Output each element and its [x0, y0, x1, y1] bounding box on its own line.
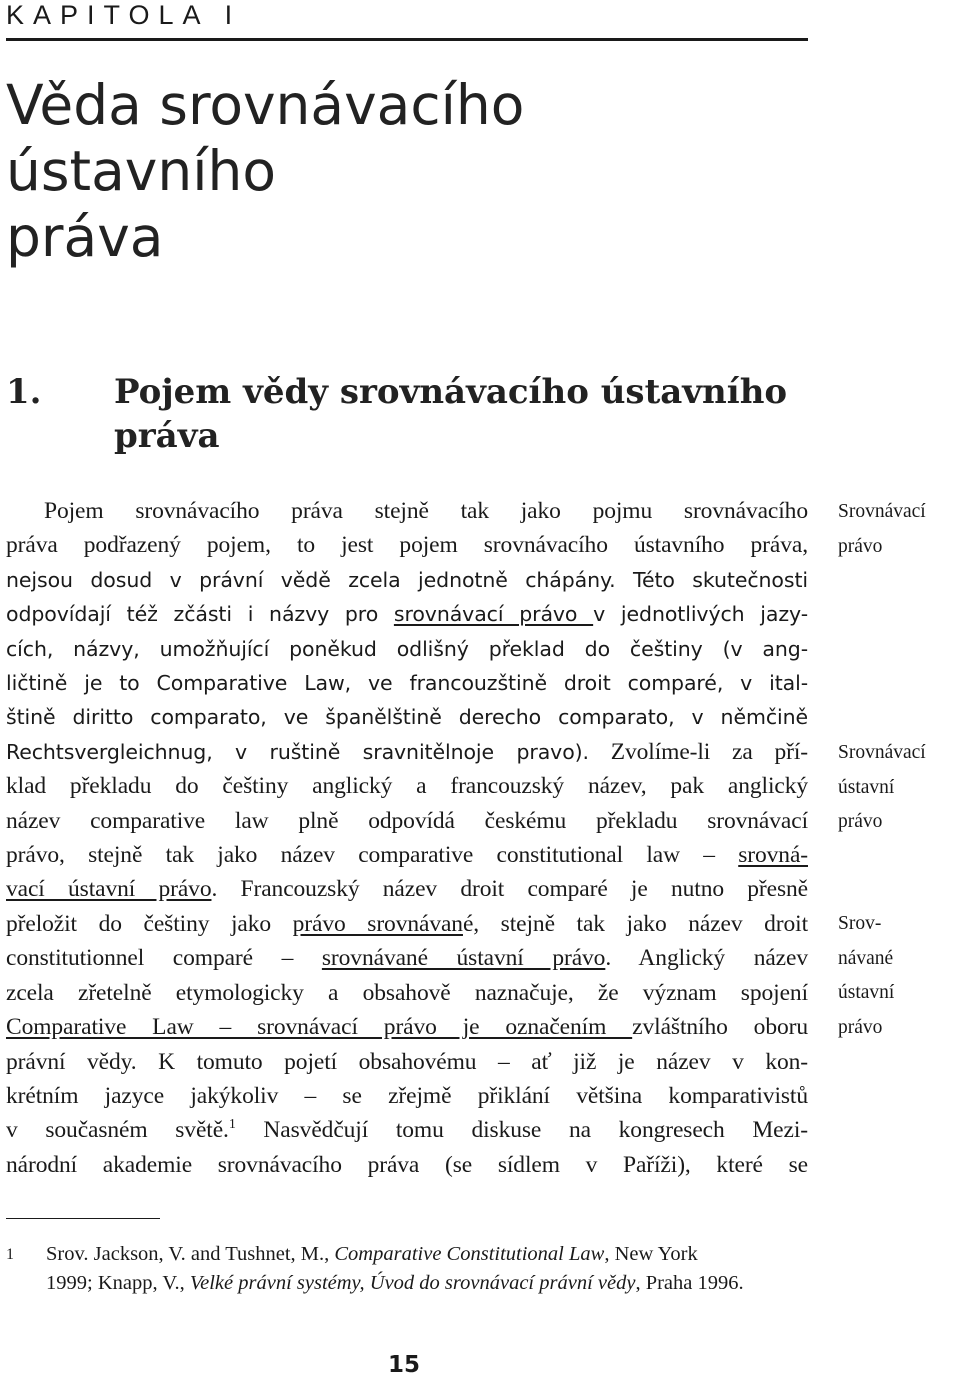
- body-line: přeložit do češtiny jako právo srovnávané, stejně tak jako název droit: [6, 910, 808, 937]
- body-line: právo, stejně tak jako název comparative constitutional law – srovná-: [6, 842, 808, 869]
- body-line: Pojem srovnávacího práva stejně tak jako pojmu srovnávacího: [44, 498, 808, 524]
- section-heading: [6, 370, 806, 458]
- term-link: Comparative Law – srovnávací právo je označením: [6, 1014, 633, 1041]
- term-link: právo srovnávan: [292, 910, 463, 937]
- body-line: v současném světě.$^1$ Nasvědčují tomu diskuse na kongresech Mezi-: [6, 1117, 808, 1144]
- footnote: [6, 1240, 812, 1298]
- term-link: srovnávací právo: [393, 602, 594, 627]
- footnote-ref[interactable]: 1: [228, 1117, 236, 1133]
- body-line: Rechtsvergleichnug, v ruštině sravnitělnoje pravo). Zvolíme-li za pří-: [6, 738, 808, 765]
- body-line: klad překladu do češtiny anglický a francouzský název, pak anglický: [6, 773, 808, 800]
- page-number: 15: [388, 1352, 421, 1378]
- footnote-rule: [6, 1218, 160, 1219]
- body-line: ličtině je to Comparative Law, ve francouzštině droit comparé, v ital-: [6, 671, 808, 696]
- section-number: 1.: [6, 372, 42, 412]
- body-line: Comparative Law – srovnávací právo je označením zvláštního oboru: [6, 1014, 808, 1041]
- body-line: štině diritto comparato, ve španělštině derecho comparato, v němčině: [6, 705, 808, 730]
- footnote-number: 1: [6, 1246, 14, 1263]
- body-line: constitutionnel comparé – srovnávané ústavní právo. Anglický název: [6, 945, 808, 972]
- body-line: právní vědy. K tomuto pojetí obsahovému – ať již je název v kon-: [6, 1048, 808, 1075]
- term-link: srovnávané ústavní právo: [321, 945, 606, 972]
- footnote-text: Srov. Jackson, V. and Tushnet, M., Comparative Constitutional Law, New York 1999; Knapp, V., Velké právní systémy, Úvod do srovnávací právní vědy, Praha 1996.: [46, 1243, 744, 1294]
- body-line: národní akademie srovnávacího práva (se sídlem v Paříži), které se: [6, 1151, 808, 1178]
- term-link: vací ústavní právo: [6, 876, 212, 903]
- chapter-title-line1: Věda srovnávacího ústavního: [6, 73, 525, 203]
- margin-note: Srov- návané ústavní právo: [838, 913, 895, 1038]
- body-line: krétním jazyce jakýkoliv – se zřejmě přiklání většina komparativistů: [6, 1082, 808, 1109]
- body-line: název comparative law plně odpovídá českému překladu srovnávací: [6, 807, 808, 834]
- body-text: [6, 494, 808, 1182]
- body-line: vací ústavní právo. Francouzský název droit comparé je nutno přesně: [6, 876, 808, 903]
- body-line: odpovídají též zčásti i názvy pro srovnávací právo v jednotlivých jazy-: [6, 602, 808, 627]
- section-title-line2: práva: [114, 416, 220, 456]
- header-rule: [6, 38, 808, 41]
- body-line: zcela zřetelně etymologicky a obsahově naznačuje, že význam spojení: [6, 979, 808, 1006]
- margin-note: Srovnávací právo: [838, 501, 926, 557]
- term-link: srovná-: [738, 842, 808, 869]
- margin-note: Srovnávací ústavní právo: [838, 742, 926, 832]
- chapter-title: [6, 72, 806, 270]
- chapter-title-line2: práva: [6, 205, 164, 269]
- section-title-line1: Pojem vědy srovnávacího ústavního: [114, 372, 788, 412]
- chapter-label: KAPITOLA I: [6, 0, 242, 30]
- body-line: cích, názvy, umožňující poněkud odlišný překlad do češtiny (v ang-: [6, 636, 808, 661]
- body-line: nejsou dosud v právní vědě zcela jednotně chápány. Této skutečnosti: [6, 567, 808, 592]
- body-line: práva podřazený pojem, to jest pojem srovnávacího ústavního práva,: [6, 532, 808, 559]
